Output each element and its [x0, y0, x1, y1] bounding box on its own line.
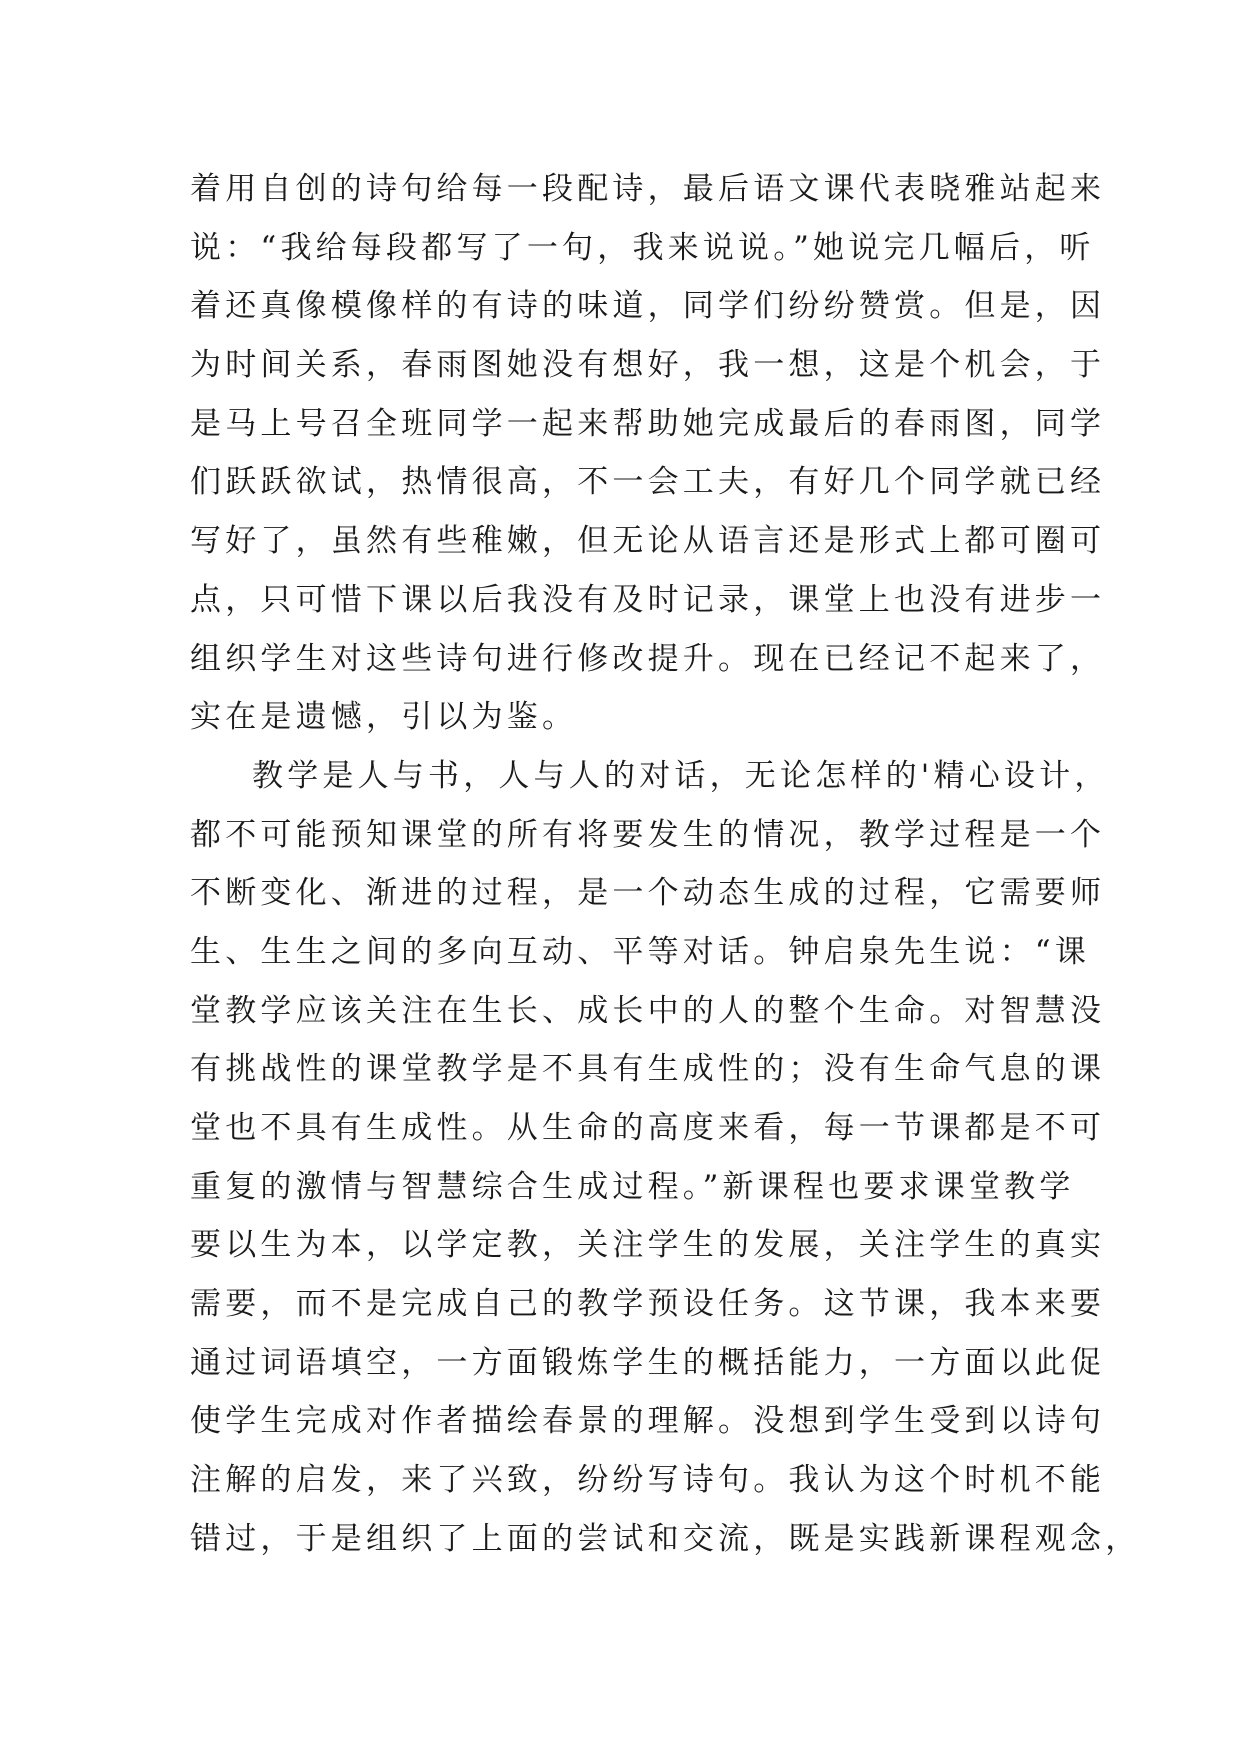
text-line: 写好了，虽然有些稚嫩，但无论从语言还是形式上都可圈可	[190, 523, 1106, 560]
text-line: 错过，于是组织了上面的尝试和交流，既是实践新课程观念，	[190, 1520, 1141, 1557]
text-line: 着用自创的诗句给每一段配诗，最后语文课代表晓雅站起来	[190, 171, 1106, 207]
text-line: 需要，而不是完成自己的教学预设任务。这节课，我本来要	[190, 1286, 1106, 1323]
text-line: 要以生为本，以学定教，关注学生的发展，关注学生的真实	[190, 1227, 1106, 1264]
text-line: 堂教学应该关注在生长、成长中的人的整个生命。对智慧没	[190, 992, 1106, 1029]
body-text	[190, 160, 1141, 1569]
text-line: 教学是人与书，人与人的对话，无论怎样的'精心设计，	[252, 757, 1110, 794]
text-line: 有挑战性的课堂教学是不具有生成性的；没有生命气息的课	[190, 1051, 1106, 1088]
text-line: 堂也不具有生成性。从生命的高度来看，每一节课都是不可	[190, 1110, 1106, 1146]
text-line: 实在是遗憾，引以为鉴。	[190, 699, 578, 736]
text-line: 是马上号召全班同学一起来帮助她完成最后的春雨图，同学	[190, 405, 1106, 442]
text-line: 都不可能预知课堂的所有将要发生的情况，教学过程是一个	[190, 816, 1106, 853]
text-line: 通过词语填空，一方面锻炼学生的概括能力，一方面以此促	[190, 1344, 1106, 1381]
text-line: 说：“我给每段都写了一句，我来说说。”她说完几幅后，听	[190, 229, 1095, 266]
text-line: 使学生完成对作者描绘春景的理解。没想到学生受到以诗句	[190, 1403, 1106, 1440]
text-line: 注解的启发，来了兴致，纷纷写诗句。我认为这个时机不能	[190, 1462, 1106, 1499]
text-line: 点，只可惜下课以后我没有及时记录，课堂上也没有进步一	[190, 581, 1106, 618]
text-line: 不断变化、渐进的过程，是一个动态生成的过程，它需要师	[190, 875, 1106, 912]
text-line: 重复的激情与智慧综合生成过程。”新课程也要求课堂教学	[190, 1168, 1075, 1205]
text-line: 着还真像模像样的有诗的味道，同学们纷纷赞赏。但是，因	[190, 288, 1106, 325]
text-line: 们跃跃欲试，热情很高，不一会工夫，有好几个同学就已经	[190, 464, 1106, 501]
paragraph-1	[190, 160, 1106, 747]
text-line: 生、生生之间的多向互动、平等对话。钟启泉先生说：“课	[190, 933, 1091, 970]
paragraph-2	[190, 747, 1141, 1569]
text-line: 组织学生对这些诗句进行修改提升。现在已经记不起来了，	[190, 640, 1106, 677]
text-line: 为时间关系，春雨图她没有想好，我一想，这是个机会，于	[190, 347, 1106, 384]
